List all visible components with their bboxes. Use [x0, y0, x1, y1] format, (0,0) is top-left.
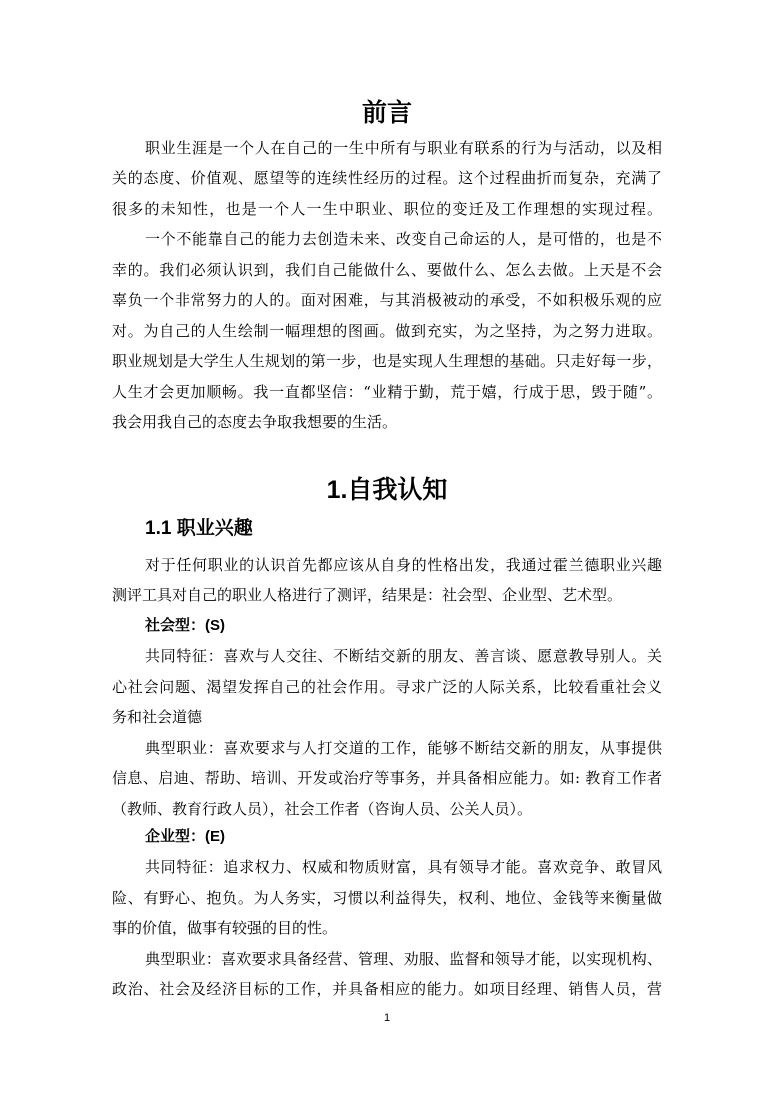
text-line: 险、有野心、抱负。为人务实，习惯以利益得失，权利、地位、金钱等来衡量做 — [112, 888, 662, 907]
text-line: 辜负一个非常努力的人的。面对困难，与其消极被动的承受，不如积极乐观的应 — [112, 291, 662, 310]
text-line: 很多的未知性，也是一个人一生中职业、职位的变迁及工作理想的实现过程。 — [112, 199, 662, 218]
text-line: 关的态度、价值观、愿望等的连续性经历的过程。这个过程曲折而复杂，充满了 — [112, 169, 662, 188]
text-line: 职业规划是大学生人生规划的第一步，也是实现人生理想的基础。只走好每一步， — [112, 352, 662, 371]
page-number: 1 — [383, 1012, 391, 1024]
type-label-social: 社会型：(S) — [145, 616, 225, 634]
text-line: 共同特征：喜欢与人交往、不断结交新的朋友、善言谈、愿意教导别人。关 — [145, 647, 662, 666]
enterprising-block — [112, 822, 662, 1005]
text-line: 一个不能靠自己的能力去创造未来、改变自己命运的人，是可惜的，也是不 — [145, 230, 662, 249]
text-line: 典型职业：喜欢要求与人打交道的工作，能够不断结交新的朋友，从事提供 — [145, 738, 662, 757]
text-line: （教师、教育行政人员），社会工作者（咨询人员、公关人员）。 — [112, 799, 533, 818]
preface-body — [112, 133, 662, 438]
subsection-body — [112, 550, 662, 825]
text-line: 幸的。我们必须认识到，我们自己能做什么、要做什么、怎么去做。上天是不会 — [112, 260, 662, 279]
traits-paragraph — [112, 641, 662, 733]
text-line: 对于任何职业的认识首先都应该从自身的性格出发，我通过霍兰德职业兴趣 — [145, 555, 662, 574]
text-line: 事的价值，做事有较强的目的性。 — [112, 919, 338, 938]
text-line: 我会用我自己的态度去争取我想要的生活。 — [112, 413, 398, 432]
type-label-enterprising: 企业型：(E) — [145, 827, 225, 845]
careers-paragraph — [112, 733, 662, 825]
subsection-heading: 1.1 职业兴趣 — [145, 518, 253, 539]
text-line: 典型职业：喜欢要求具备经营、管理、劝服、监督和领导才能，以实现机构、 — [145, 949, 662, 968]
careers-paragraph — [112, 944, 662, 1005]
text-line: 人生才会更加顺畅。我一直都坚信：“业精于勤，荒于嬉，行成于思，毁于随”。 — [112, 382, 662, 401]
preface-paragraph — [112, 224, 662, 438]
text-line: 心社会问题、渴望发挥自己的社会作用。寻求广泛的人际关系，比较看重社会义 — [112, 677, 662, 696]
intro-paragraph — [112, 550, 662, 611]
text-line: 务和社会道德 — [112, 708, 203, 727]
text-line: 政治、社会及经济目标的工作，并具备相应的能力。如项目经理、销售人员，营 — [112, 980, 662, 999]
preface-paragraph — [112, 133, 662, 225]
text-line: 对。为自己的人生绘制一幅理想的图画。做到充实，为之坚持，为之努力进取。 — [112, 321, 662, 340]
text-line: 信息、启迪、帮助、培训、开发或治疗等事务，并具备相应能力。如: 教育工作者 — [112, 769, 662, 788]
text-line: 共同特征：追求权力、权威和物质财富，具有领导才能。喜欢竞争、敢冒风 — [145, 858, 662, 877]
text-line: 职业生涯是一个人在自己的一生中所有与职业有联系的行为与活动，以及相 — [145, 138, 662, 157]
traits-paragraph — [112, 852, 662, 944]
text-line: 测评工具对自己的职业人格进行了测评，结果是：社会型、企业型、艺术型。 — [112, 586, 623, 605]
preface-title: 前言 — [361, 99, 412, 127]
section-heading: 1.自我认知 — [326, 476, 448, 504]
